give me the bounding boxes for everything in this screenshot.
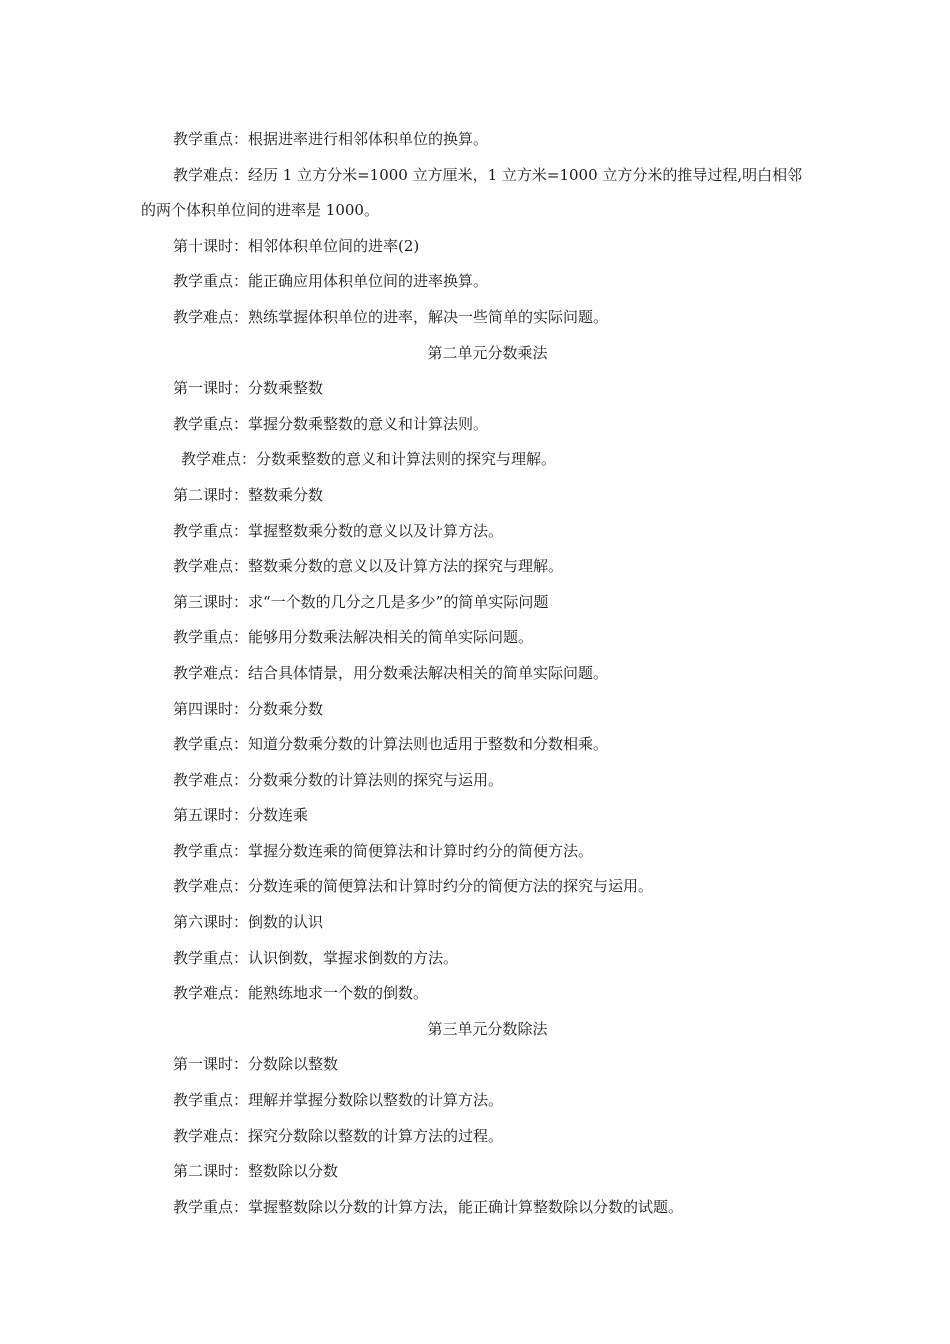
text-line: 教学难点：经历 1 立方分米=1000 立方厘米，1 立方米=1000 立方分米的推导过程,明白相邻的两个体积单位间的进率是 1000。 — [141, 165, 803, 220]
text-line: 教学重点：掌握分数乘整数的意义和计算法则。 — [173, 414, 489, 433]
text-line: 教学重点：掌握整数乘分数的意义以及计算方法。 — [173, 521, 504, 540]
document-body — [141, 122, 806, 1225]
unit-heading: 第三单元分数除法 — [427, 1019, 548, 1038]
text-line: 第五课时：分数连乘 — [173, 806, 309, 825]
text-line: 第一课时：分数除以整数 — [173, 1055, 339, 1074]
text-line: 教学重点：认识倒数，掌握求倒数的方法。 — [173, 948, 459, 967]
text-line: 教学重点：掌握分数连乘的简便算法和计算时约分的简便方法。 — [173, 841, 594, 860]
text-line: 教学难点：能熟练地求一个数的倒数。 — [173, 984, 429, 1003]
text-line: 第六课时：倒数的认识 — [173, 913, 324, 932]
text-line: 第一课时：分数乘整数 — [173, 379, 324, 398]
unit-heading: 第二单元分数乘法 — [427, 343, 548, 362]
text-line: 教学难点：整数乘分数的意义以及计算方法的探究与理解。 — [173, 557, 564, 576]
text-line: 教学重点：能够用分数乘法解决相关的简单实际问题。 — [173, 628, 534, 647]
text-line: 教学重点：理解并掌握分数除以整数的计算方法。 — [173, 1091, 504, 1110]
text-line: 教学难点：探究分数除以整数的计算方法的过程。 — [173, 1126, 504, 1145]
text-line: 教学难点：结合具体情景，用分数乘法解决相关的简单实际问题。 — [173, 663, 609, 682]
text-line: 第二课时：整数乘分数 — [173, 485, 324, 504]
text-line: 教学重点：根据进率进行相邻体积单位的换算。 — [173, 130, 489, 148]
text-line: 第十课时：相邻体积单位间的进率(2) — [173, 236, 420, 255]
text-line: 教学重点：知道分数乘分数的计算法则也适用于整数和分数相乘。 — [173, 735, 609, 754]
text-line: 第三课时：求“一个数的几分之几是多少”的简单实际问题 — [173, 592, 549, 611]
text-line: 第二课时：整数除以分数 — [173, 1162, 339, 1181]
text-line: 教学难点：分数乘分数的计算法则的探究与运用。 — [173, 770, 504, 789]
text-line: 教学重点：能正确应用体积单位间的进率换算。 — [173, 272, 489, 291]
text-line: 教学重点：掌握整数除以分数的计算方法，能正确计算整数除以分数的试题。 — [173, 1197, 684, 1216]
text-line: 第四课时：分数乘分数 — [173, 699, 324, 718]
text-line: 教学难点：分数乘整数的意义和计算法则的探究与理解。 — [181, 450, 557, 469]
text-line: 教学难点：分数连乘的简便算法和计算时约分的简便方法的探究与运用。 — [173, 877, 654, 896]
text-line: 教学难点：熟练掌握体积单位的进率，解决一些简单的实际问题。 — [173, 307, 609, 326]
